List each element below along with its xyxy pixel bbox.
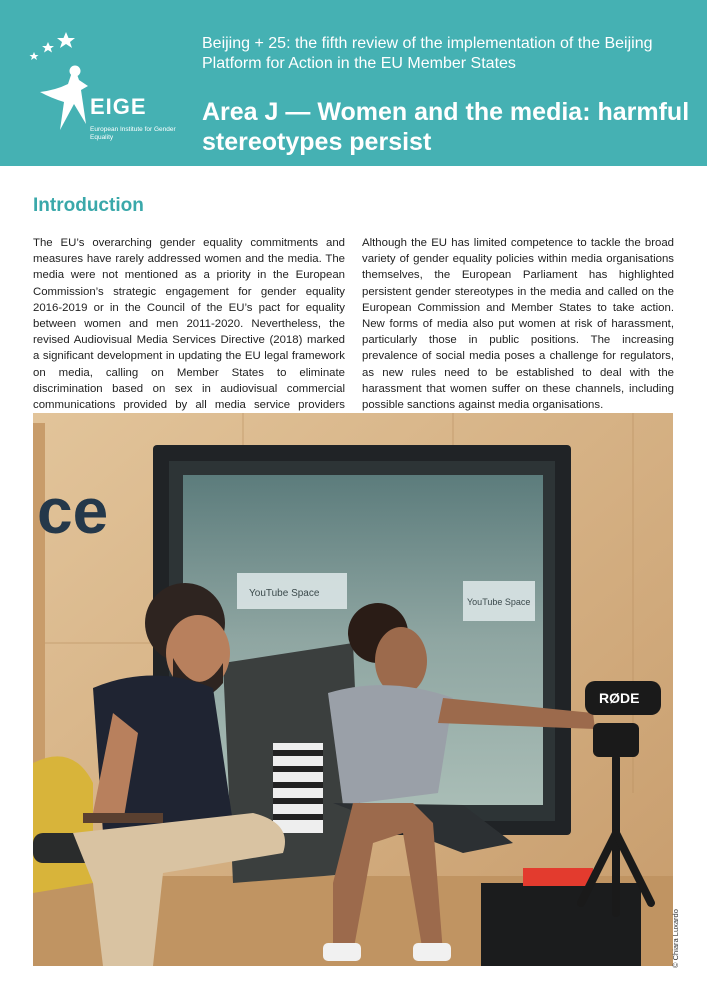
section-heading: Introduction: [33, 195, 144, 216]
header-banner: [0, 0, 707, 166]
star-figure-icon: [26, 30, 106, 140]
report-kicker: Beijing + 25: the fifth review of the implementation of the Beijing Platform for Action in the EU Member States: [202, 35, 653, 72]
eige-wordmark: EIGE: [90, 94, 147, 119]
studio-scene-image: [33, 413, 673, 966]
wall-letters: ce: [37, 475, 109, 547]
mic-brand-text: RØDE: [599, 690, 640, 706]
studio-photo: [33, 413, 673, 966]
screen-logo-1: YouTube Space: [249, 588, 320, 599]
body-column-right: Although the EU has limited competence to tackle the broad variety of gender equality policies within media organisations themselves, the European Parliament has highlighted persistent gender stereotypes in the media and called on the European Commission and Member States to take action. New forms of media also put women at risk of harassment, particularly those in public positions. The increasing prevalence of social media poses a challenge for regulators, as new rules need to be established to deal with the harassment that women suffer on these channels, including possible sanctions against media organisations.: [362, 237, 674, 412]
eige-logo: [26, 30, 176, 155]
body-column-left: The EU’s overarching gender equality commitments and measures have rarely addressed women and the media. The media were not mentioned as a priority in the European Commission’s strategic engagement for gender equality 2016-2019 or in the Council of the EU’s pact for equality between women and men 2011-2020. Nevertheless, the revised Audiovisual Media Services Directive (2018) marked a significant development in updating the EU legal framework on media, calling on Member States to eliminate discrimination based on sex in audiovisual commercial communications provided by all media service providers: [33, 237, 345, 412]
screen-logo-2: YouTube Space: [467, 597, 531, 607]
eige-subtitle: European Institute for Gender Equality: [90, 126, 176, 141]
photo-credit: © Chiara Luxardo: [671, 909, 680, 968]
page-title: Area J — Women and the media: harmful stereotypes persist: [202, 98, 690, 156]
